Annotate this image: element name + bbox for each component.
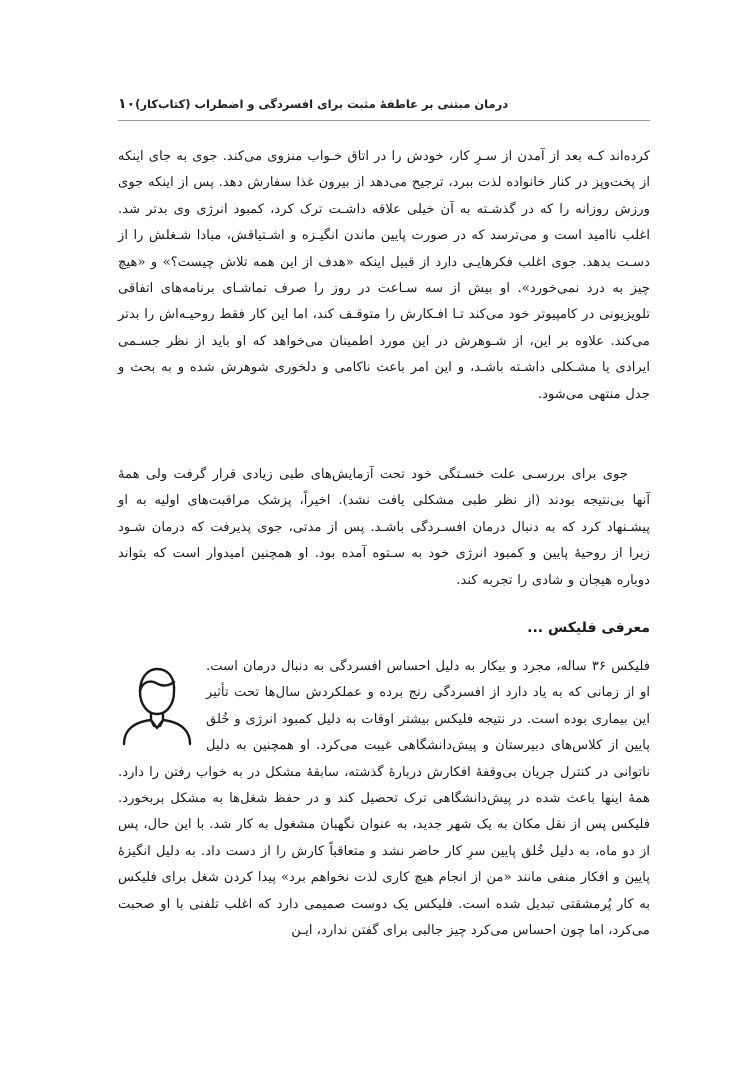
paragraph-joy-1: کرده‌اند کـه بعد از آمدن از سـرِ کار، خودش را در اتاق خـواب منزوی می‌کند. جوی به جای اینکه از پخت‌وپز در کنار خانواده لذت ببرد، ترجیح می‌دهد از بیرون غذا سفارش دهد. پس از اینکه جوی ورزش روزانه را که در گذشـته به آن خیلی علاقه داشـت ترک کرد، کمبود انرژی وی بدتر شد. اغلب ناامید است و می‌ترسد که در صورت پایین ماندن انگیـزه و اشـتیاقش، مبادا شـغلش را از دسـت بدهد. جوی اغلب فکرهایـی دارد از قبیل اینکه «هدف از این همه تلاش چیست؟» و «هیچ چیز به درد نمی‌خورد». او بیش از سه سـاعت در روز را صرف تماشـای برنامه‌های اتفاقی تلویزیونی در کامپیوتر خود می‌کند تـا افـکارش را متوقـف کند، اما این کار فقط روحیـه‌اش را بدتر می‌کند. علاوه بر این، از شـوهرش در این مورد اطمینان می‌خواهد که او باید از نظر جسـمی ایرادی یا مشـکلی داشـته باشـد، و این امر باعث ناکامی و دلخوری شوهرش شده و به بحث و جدل منتهی می‌شود. <box>118 149 650 402</box>
header-rule <box>118 120 650 121</box>
person-avatar-icon <box>118 662 196 746</box>
felix-section <box>118 654 650 944</box>
running-title: درمان مبتنی بر عاطفهٔ مثبت برای افسردگی و اضطراب (کتاب‌کار) <box>135 97 509 111</box>
paragraph-joy-2: جوی برای بررسـی علت خسـتگی خود تحت آزمایش‌های طبی زیادی قرار گرفت ولی همهٔ آنها بی‌نتیجه بودند (از نظر طبی مشکلی یافت نشد). اخیراً، پزشک مراقبت‌های اولیه به او پیشـنهاد کرد که به دنبال درمان افسـردگی باشـد. پس از مدتی، جوی پذیرفت که درمان شـود زیرا از روحیهٔ پایین و کمبود انرژی خود به سـتوه آمده بود. او همچنین امیدوار است که بتواند دوباره هیجان و شادی را تجربه کند. <box>118 467 650 588</box>
section-heading: معرفی فلیکس ... <box>527 620 650 636</box>
paragraph-felix: فلیکس ۳۶ ساله، مجرد و بیکار به دلیل احساس افسردگی به دنبال درمان است. او از زمانی که به یاد دارد از افسردگی رنج برده و عملکردش سال‌ها تحت تأثیر این بیماری بوده است. در نتیجه فلیکس بیشتر اوقات به دلیل کمبود انرژی و خُلق پایین از کلاس‌های دبیرستان و پیش‌دانشگاهی غیبت می‌کرد. او همچنین به دلیل ناتوانی در کنترل جریان بی‌وقفهٔ افکارش دربارهٔ گذشته، سابقهٔ مشکل در به خواب رفتن را دارد. همهٔ اینها باعث شده در پیش‌دانشگاهی ترک تحصیل کند و در حفظ شغل‌ها به مشکل بربخورد. فلیکس پس از نقل مکان به یک شهر جدید، به عنوان نگهبان مشغول به کار شد. با این حال، پس از دو ماه، به دلیل خُلق پایین سرِ کار حاضر نشد و متعاقباً کارش را از دست داد. به دلیل انگیزهٔ پایین و افکار منفی مانند «من از انجام هیچ کاری لذت نخواهم برد» پیدا کردن شغل برای فلیکس به کار پُرمشقتی تبدیل شده است. فلیکس یک دوست صمیمی دارد که اغلب تلفنی با او صحبت می‌کرد، اما چون احساس می‌کرد چیز جالبی برای گفتن ندارد، ایـن <box>118 659 650 939</box>
running-header <box>118 96 650 112</box>
page-number: ۱۰ <box>118 96 136 112</box>
